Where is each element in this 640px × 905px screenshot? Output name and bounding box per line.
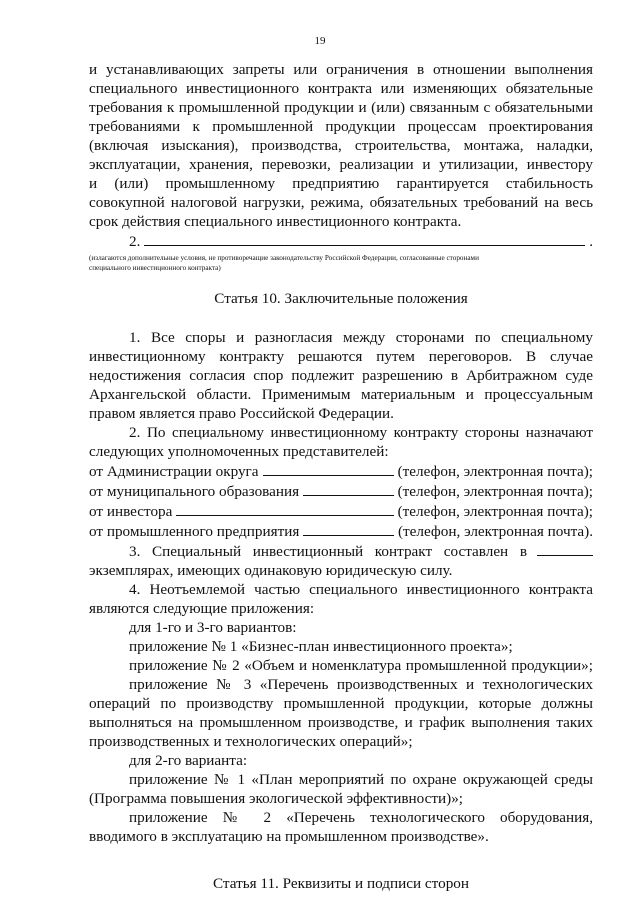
representative-row [89,481,593,501]
text-line: совокупной налоговой нагрузки, режима, обязательных требований на весь [89,194,593,211]
text-line: производственных и технологических операций»; [89,733,413,750]
article-10-heading: Статья 10. Заключительные положения [214,290,468,307]
text-line: и устанавливающих запреты или ограничения в отношении выполнения [89,61,593,78]
text-line: требованиями к промышленной продукции процессам проектирования [89,118,593,135]
item-2-label: 2. [129,233,141,250]
text-line: 4. Неотъемлемой частью специального инвестиционного контракта [129,581,593,598]
article-10-item-2 [89,423,593,461]
text-line: Архангельской области. Применимым материальным и процессуальным [89,386,593,403]
representative-contact: (телефон, электронная почта). [397,523,593,540]
text-line: операций по производству промышленной продукции, которые должны [89,695,593,712]
text-line: приложение № 3 «Перечень производственных и технологических [129,676,593,693]
document-body [89,60,593,893]
text-line: являются следующие приложения: [89,600,315,617]
text-line: и (или) промышленному предприятию гарантируется стабильность [89,175,593,192]
article-10-item-4 [89,580,593,846]
text-line: (Программа повышения экологической эффективности)»; [89,790,464,807]
representative-contact: (телефон, электронная почта); [397,503,593,520]
text-line: для 2-го варианта: [129,752,248,769]
item-2-note [89,253,593,273]
representative-blank [303,521,394,536]
text-line: 3. Специальный инвестиционный контракт составлен в [129,543,527,560]
representative-label: от промышленного предприятия [89,523,300,540]
intro-paragraph [89,60,593,231]
article-10-item-3 [89,541,593,580]
copies-blank [537,541,593,556]
representative-blank [263,461,394,476]
representative-label: от инвестора [89,503,173,520]
item-2-end: . [589,233,593,250]
text-line: следующих уполномоченных представителей: [89,443,389,460]
item-3-line [89,541,593,561]
text-line: приложение № 1 «План мероприятий по охране окружающей среды [129,771,593,788]
note-line: (излагаются дополнительные условия, не противоречащие законодательству Российской Федерации, согласованные сторонами [89,254,479,262]
item-2-blank-row [89,231,593,251]
text-line: недостижения согласия спор подлежит разрешению в Арбитражном суде [89,367,593,384]
text-line: для 1-го и 3-го вариантов: [129,619,297,636]
representative-contact: (телефон, электронная почта); [397,463,593,480]
text-line: экземплярах, имеющих одинаковую юридическую силу. [89,562,453,579]
representative-label: от муниципального образования [89,483,300,500]
representative-row [89,521,593,541]
representative-contact: (телефон, электронная почта); [397,483,593,500]
text-line: приложение № 1 «Бизнес-план инвестиционного проекта»; [129,638,513,655]
note-line: специального инвестиционного контракта) [89,264,221,272]
representative-label: от Администрации округа [89,463,259,480]
representative-blank [176,501,393,516]
text-line: приложение № 2 «Объем и номенклатура промышленной продукции»; [129,657,593,674]
article-10-item-1 [89,328,593,423]
representative-blank [303,481,393,496]
text-line: специального инвестиционного контракта или изменяющих обязательные [89,80,593,97]
text-line: правом является право Российской Федерации. [89,405,394,422]
text-line: (включая изыскания), производства, строительства, монтажа, наладки, [89,137,593,154]
text-line: приложение № 2 «Перечень технологического оборудования, [129,809,593,826]
representative-row [89,501,593,521]
article-11-heading: Статья 11. Реквизиты и подписи сторон [212,875,470,892]
text-line: 2. По специальному инвестиционному контракту стороны назначают [129,424,593,441]
text-line: выполняться на промышленном производстве, и график выполнения таких [89,714,593,731]
text-line: эксплуатации, хранения, перевозки, реализации и утилизации, инвестору [89,156,593,173]
text-line: инвестиционному контракту решаются путем переговоров. В случае [89,348,593,365]
text-line: 1. Все споры и разногласия между сторонами по специальному [129,329,593,346]
text-line: срок действия специального инвестиционного контракта. [89,213,462,230]
page-number: 19 [314,35,326,47]
text-line: вводимого в эксплуатацию на промышленном производстве». [89,828,489,845]
representative-row [89,461,593,481]
item-2-blank-line [144,231,585,246]
text-line: требования к промышленной продукции и (или) связанным с обязательными [89,99,593,116]
